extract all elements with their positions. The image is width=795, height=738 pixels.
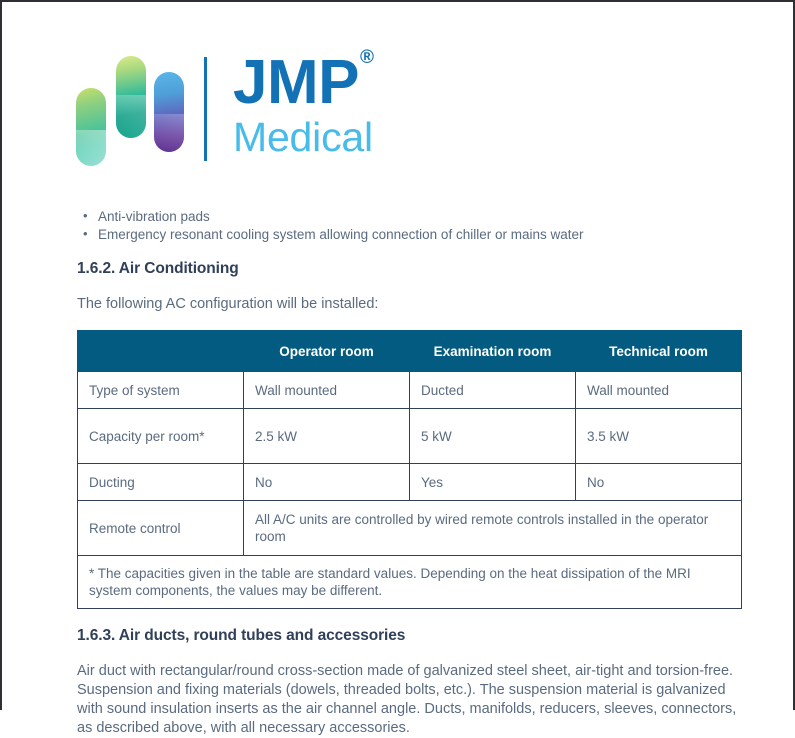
cell-ducting-technical: No <box>576 464 742 501</box>
table-footnote-row <box>78 556 742 609</box>
cell-capacity-technical: 3.5 kW <box>576 409 742 464</box>
jmp-medical-logo <box>74 47 374 168</box>
logo-divider <box>204 57 207 161</box>
registered-trademark-icon: ® <box>359 47 374 69</box>
list-item: • Emergency resonant cooling system allowing connection of chiller or mains water <box>77 226 742 244</box>
row-label-type-of-system: Type of system <box>78 372 244 409</box>
cell-type-technical: Wall mounted <box>576 372 742 409</box>
air-conditioning-intro-text: The following AC configuration will be installed: <box>77 296 379 312</box>
table-footnote: * The capacities given in the table are standard values. Depending on the heat dissipation of the MRI system components, the values may be different. <box>78 556 742 609</box>
section-heading-air-ducts: 1.6.3. Air ducts, round tubes and accessories <box>77 627 406 644</box>
table-header-technical-room: Technical room <box>576 331 742 372</box>
cell-capacity-operator: 2.5 kW <box>244 409 410 464</box>
cell-capacity-examination: 5 kW <box>410 409 576 464</box>
cell-remote-control-value: All A/C units are controlled by wired remote controls installed in the operator room <box>244 501 742 556</box>
cell-ducting-operator: No <box>244 464 410 501</box>
ac-configuration-table <box>77 330 742 609</box>
feature-bullet-list <box>77 208 742 244</box>
logo-wordmark <box>233 47 374 160</box>
list-item: • Anti-vibration pads <box>77 208 742 226</box>
cell-ducting-examination: Yes <box>410 464 576 501</box>
table-row <box>78 464 742 501</box>
table-row <box>78 409 742 464</box>
logo-pill-teal-icon <box>116 56 146 138</box>
table-body <box>78 372 742 609</box>
row-label-capacity-per-room: Capacity per room* <box>78 409 244 464</box>
logo-brand-label: JMP <box>233 48 359 117</box>
document-content <box>77 208 742 738</box>
logo-brand-text <box>233 47 374 117</box>
logo-pill-purple-icon <box>154 72 184 152</box>
row-label-ducting: Ducting <box>78 464 244 501</box>
logo-pills-mark <box>74 50 194 168</box>
cell-type-operator: Wall mounted <box>244 372 410 409</box>
table-row <box>78 372 742 409</box>
row-label-remote-control: Remote control <box>78 501 244 556</box>
table-header-row <box>78 331 742 372</box>
air-ducts-paragraph: Air duct with rectangular/round cross-section made of galvanized steel sheet, air-tight and torsion-free. Suspension and fixing materials (dowels, threaded bolts, etc.). The suspension material is galvanized with sound insulation inserts as the air channel angle. Ducts, manifolds, reducers, sleeves, connectors, as described above, with all necessary accessories. <box>77 663 737 736</box>
logo-pill-green-icon <box>76 88 106 166</box>
table-header-blank <box>78 331 244 372</box>
table-row <box>78 501 742 556</box>
cell-type-examination: Ducted <box>410 372 576 409</box>
table-header-operator-room: Operator room <box>244 331 410 372</box>
logo-subbrand-label: Medical <box>233 114 373 160</box>
table-header <box>78 331 742 372</box>
section-heading-air-conditioning: 1.6.2. Air Conditioning <box>77 260 239 277</box>
table-header-examination-room: Examination room <box>410 331 576 372</box>
